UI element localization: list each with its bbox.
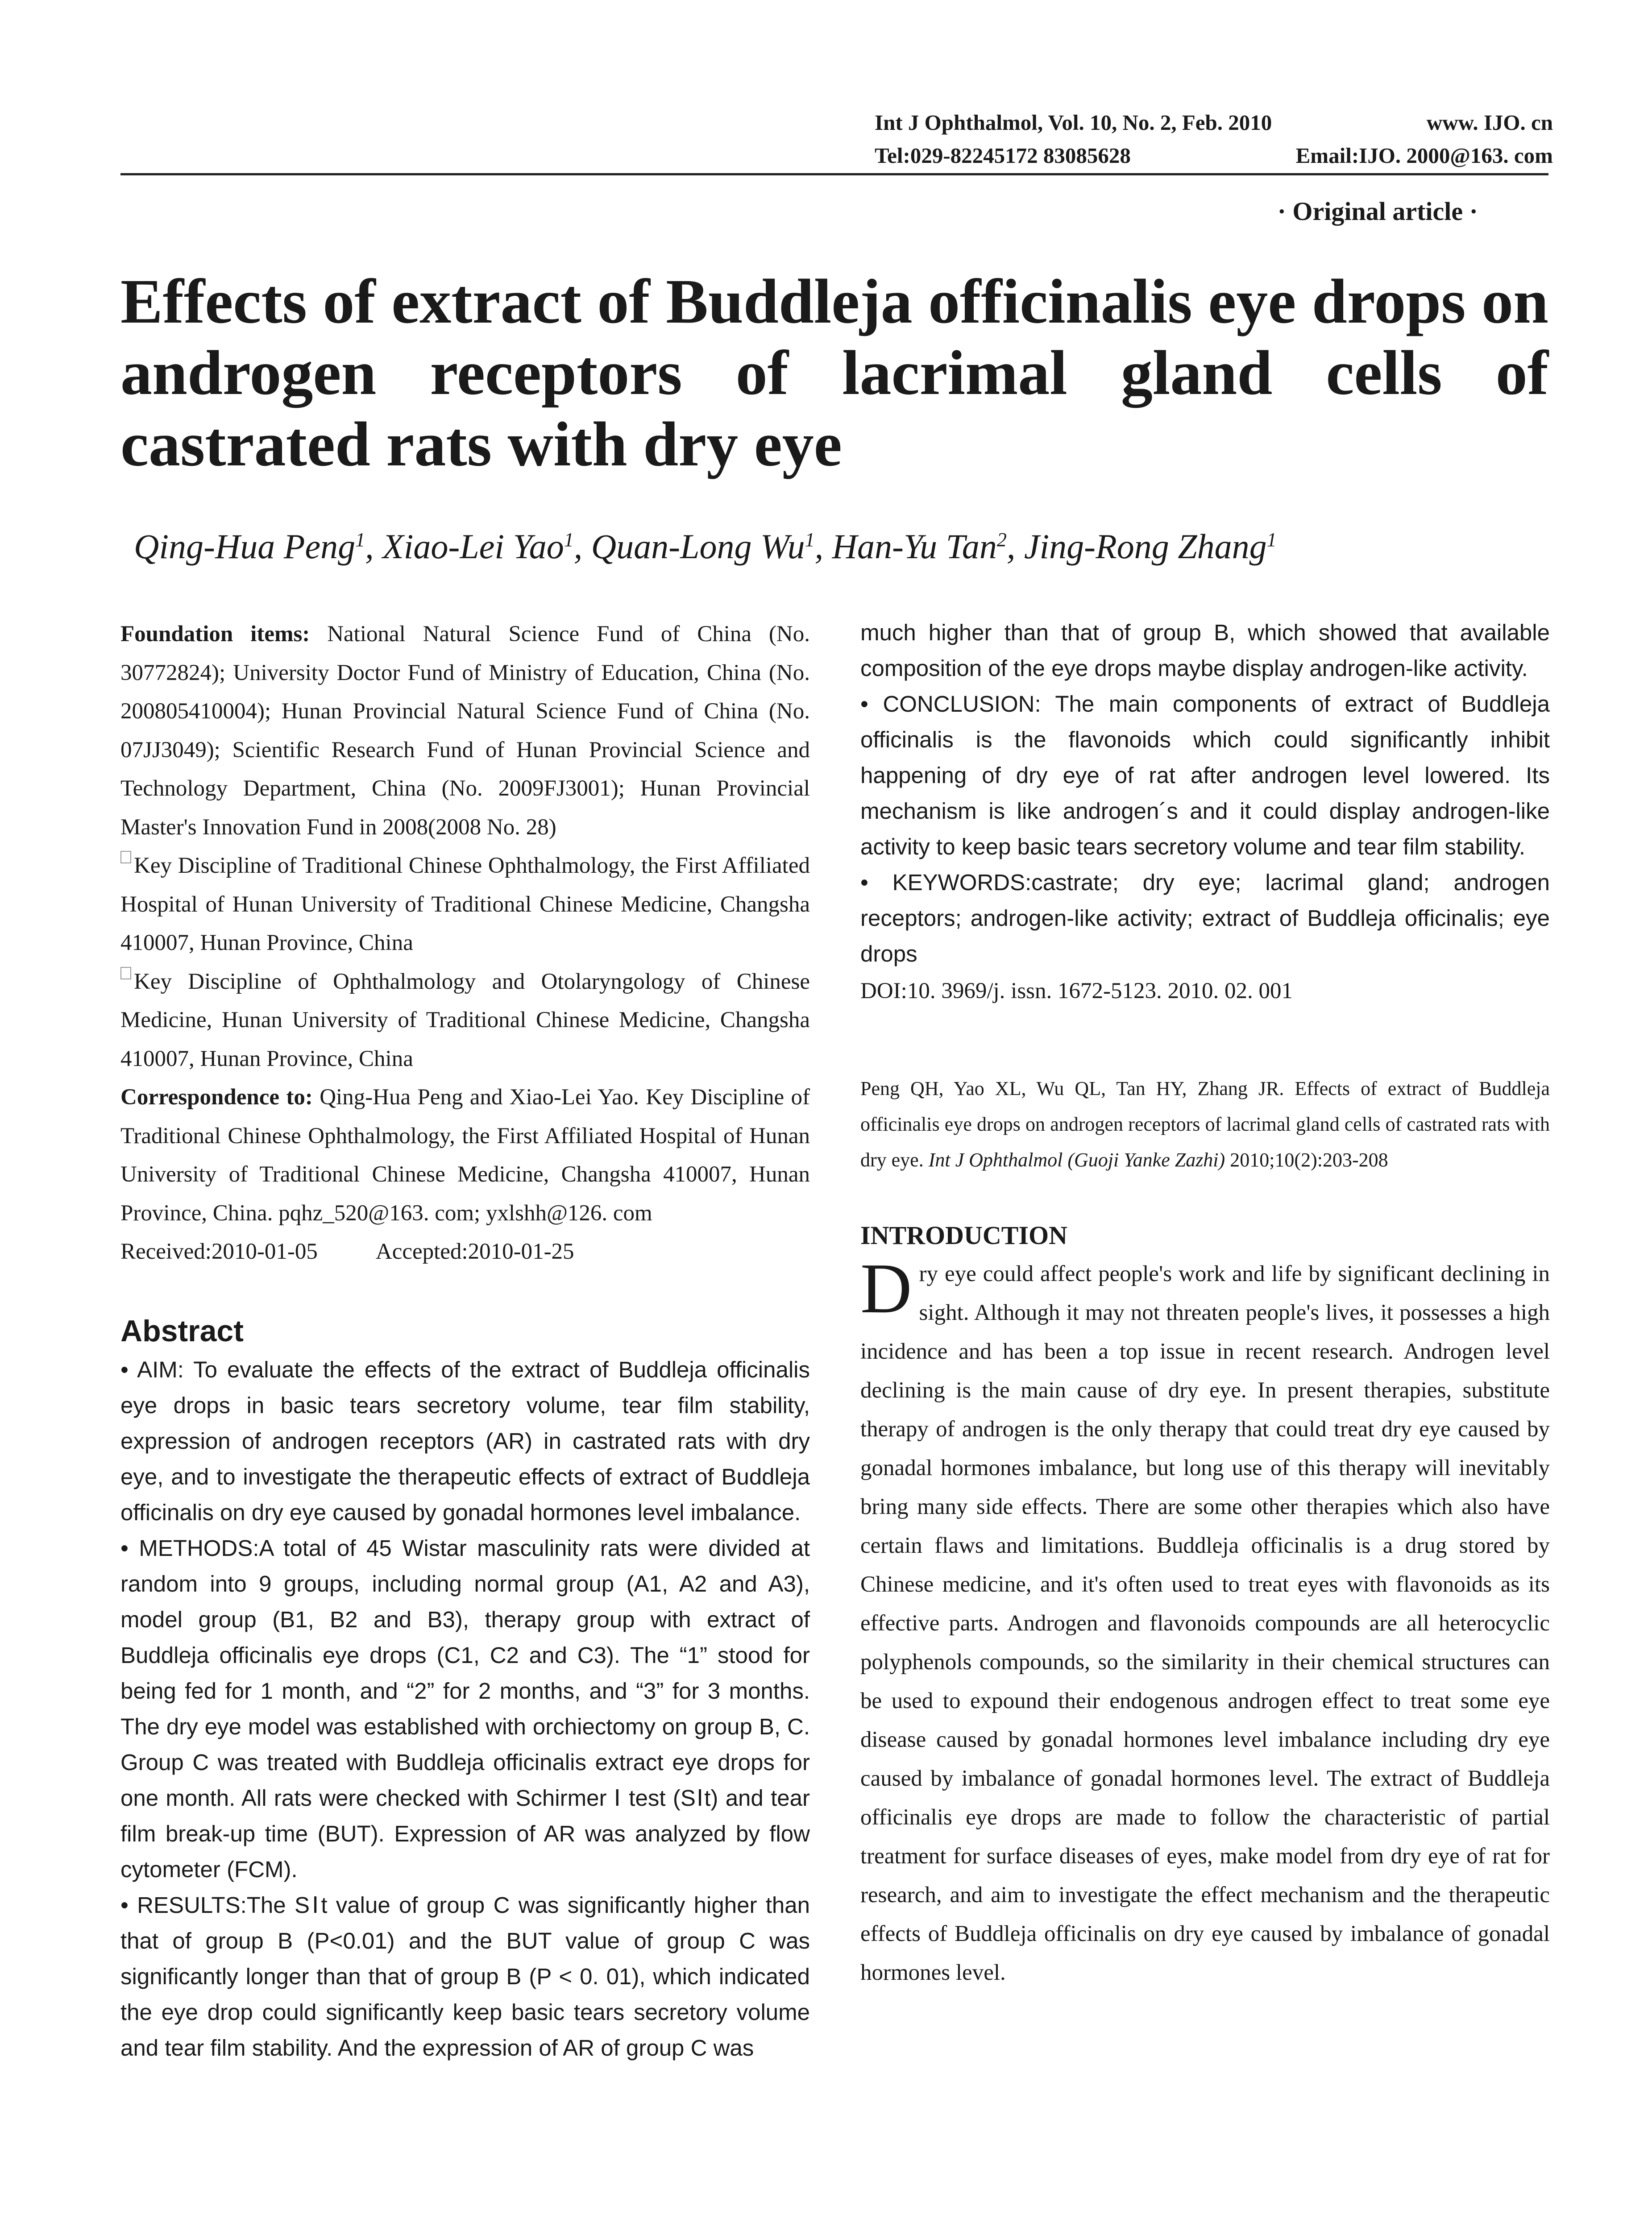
affiliation-marker-icon [120, 851, 131, 863]
author-affiliation: 2 [996, 529, 1007, 551]
article-title: Effects of extract of Buddleja officinalis eye drops on androgen receptors of lacrimal gland cells of castrated rats with dry eye [120, 266, 1548, 479]
foundation-label: Foundation items: [120, 622, 310, 647]
left-column [120, 615, 810, 2066]
introduction-body [860, 1248, 1550, 1992]
author-affiliation: 1 [564, 529, 574, 551]
abstract-results-continued: much higher than that of group B, which showed that available composition of the eye drops maybe display androgen-like activity. [860, 620, 1550, 681]
author-name: Han-Yu Tan [832, 527, 997, 566]
abstract-results: • RESULTS:The SⅠt value of group C was significantly higher than that of group B (P<0.01) and the BUT value of group C was significantly longer than that of group B (P < 0. 01), which indicated the eye drop could significantly keep basic tears secretory volume and tear film stability. And the expression of AR of group C was [120, 1892, 810, 2061]
journal-website[interactable]: www. IJO. cn [1426, 110, 1553, 135]
author-affiliation: 1 [1266, 529, 1277, 551]
affiliation-2: Key Discipline of Ophthalmology and Otolaryngology of Chinese Medicine, Hunan University of Traditional Chinese Medicine, Changsha 410007, Hunan Province, China [120, 962, 810, 1078]
right-column [860, 615, 1550, 1992]
citation-block [860, 1071, 1550, 1178]
abstract-aim: • AIM: To evaluate the effects of the extract of Buddleja officinalis eye drops in basic tears secretory volume, tear film stability, expression of androgen receptors (AR) in castrated rats with dry eye, and to investigate the therapeutic effects of extract of Buddleja officinalis on dry eye caused by gonadal hormones level imbalance. [120, 1356, 810, 1525]
methods-label: • METHODS: [120, 1535, 259, 1561]
author-name: Jing-Rong Zhang [1024, 527, 1267, 566]
affiliation-marker-icon [120, 967, 131, 979]
abstract-methods: • METHODS:A total of 45 Wistar masculinity rats were divided at random into 9 groups, including normal group (A1, A2 and A3), model group (B1, B2 and B3), therapy group with extract of Buddleja officinalis eye drops (C1, C2 and C3). The “1” stood for being fed for 1 month, and “2” for 2 months, and “3” for 3 months. The dry eye model was established with orchiectomy on group B, C. Group C was treated with Buddleja officinalis extract eye drops for one month. All rats were checked with Schirmer Ⅰ test (SⅠt) and tear film break-up time (BUT). Expression of AR was analyzed by flow cytometer (FCM). [120, 1535, 810, 1882]
dates [120, 1232, 810, 1271]
journal-phone: Tel:029-82245172 83085628 [875, 143, 1131, 168]
correspondence-text: Qing-Hua Peng and Xiao-Lei Yao. Key Discipline of Traditional Chinese Ophthalmology, the First Affiliated Hospital of Hunan University of Traditional Chinese Medicine, Changsha 410007, Hunan Province, China. pqhz_520@163. com; yxlshh@126. com [120, 1085, 810, 1226]
aim-label: • AIM: [120, 1356, 184, 1382]
citation-journal: Int J Ophthalmol (Guoji Yanke Zazhi) [928, 1149, 1225, 1171]
author-name: Quan-Long Wu [591, 527, 805, 566]
author-name: Qing-Hua Peng [134, 527, 356, 566]
introduction-heading: INTRODUCTION [860, 1220, 1068, 1250]
journal-header [875, 106, 1553, 172]
foundation-text: National Natural Science Fund of China (No. 30772824); University Doctor Fund of Ministry of Education, China (No. 200805410004); Hunan Provincial Natural Science Fund of China (No. 07JJ3049); Scientific Research Fund of Hunan Provincial Science and Technology Department, China (No. 2009FJ3001); Hunan Provincial Master's Innovation Fund in 2008(2008 No. 28) [120, 622, 810, 840]
author-affiliation: 1 [355, 529, 365, 551]
abstract-conclusion: • CONCLUSION: The main components of extract of Buddleja officinalis is the flavonoids which could significantly inhibit happening of dry eye of rat after androgen level lowered. Its mechanism is like androgen´s and it could display androgen-like activity to keep basic tears secretory volume and tear film stability. [860, 691, 1550, 859]
article-type-label: · Original article · [1277, 197, 1478, 226]
keywords-label: • KEYWORDS: [860, 870, 1032, 895]
foundation-items [120, 615, 810, 846]
correspondence [120, 1078, 810, 1232]
citation-pages: 2010;10(2):203-208 [1230, 1149, 1388, 1171]
accepted-date: Accepted:2010-01-25 [375, 1239, 574, 1264]
received-date: Received:2010-01-05 [120, 1239, 318, 1264]
introduction-text: ry eye could affect people's work and life by significant declining in sight. Although it may not threaten people's lives, it possesses a high incidence and has been a top issue in recent research. Androgen level declining is the main cause of dry eye. In present therapies, substitute therapy of androgen is the only therapy that could treat dry eye caused by gonadal hormones imbalance, but long use of this therapy will inevitably bring many side effects. There are some other therapies which also have certain flaws and limitations. Buddleja officinalis is a drug stored by Chinese medicine, and it's often used to treat eyes with flavonoids as its effective parts. Androgen and flavonoids compounds are all heterocyclic polyphenols compounds, so the similarity in their chemical structures can be used to expound their endogenous androgen effect to treat some eye disease caused by gonadal hormones level imbalance including dry eye caused by imbalance of gonadal hormones level. The extract of Buddleja officinalis eye drops are made to follow the characteristic of partial treatment for surface diseases of eyes, make model from dry eye of rat for research, and aim to investigate the effect mechanism and the therapeutic effects of Buddleja officinalis on dry eye caused by imbalance of gonadal hormones level. [860, 1261, 1550, 1985]
doi[interactable]: DOI:10. 3969/j. issn. 1672-5123. 2010. 02. 001 [860, 979, 1293, 1004]
citation-text: Peng QH, Yao XL, Wu QL, Tan HY, Zhang JR. Effects of extract of Buddleja officinalis eye drops on androgen receptors of lacrimal gland cells of castrated rats with dry eye. [860, 1077, 1550, 1171]
correspondence-label: Correspondence to: [120, 1085, 313, 1110]
journal-email[interactable]: Email:IJO. 2000@163. com [1295, 143, 1553, 168]
abstract-heading: Abstract [120, 1314, 244, 1348]
author-affiliation: 1 [805, 529, 815, 551]
author-list: Qing-Hua Peng$^1$, Xiao-Lei Yao$^1$, Quan-Long Wu$^1$, Han-Yu Tan$^2$, Jing-Rong Zhang$^1$ [134, 527, 1277, 566]
header-rule [120, 173, 1548, 175]
journal-citation-line: Int J Ophthalmol, Vol. 10, No. 2, Feb. 2010 [875, 110, 1272, 135]
conclusion-label: • CONCLUSION: [860, 691, 1041, 717]
drop-cap: D [860, 1248, 912, 1328]
affiliation-1: Key Discipline of Traditional Chinese Ophthalmology, the First Affiliated Hospital of Hunan University of Traditional Chinese Medicine, Changsha 410007, Hunan Province, China [120, 846, 810, 962]
abstract-keywords: • KEYWORDS:castrate; dry eye; lacrimal gland; androgen receptors; androgen-like activity; extract of Buddleja officinalis; eye drops [860, 870, 1550, 966]
results-label: • RESULTS: [120, 1892, 247, 1918]
author-name: Xiao-Lei Yao [382, 527, 564, 566]
